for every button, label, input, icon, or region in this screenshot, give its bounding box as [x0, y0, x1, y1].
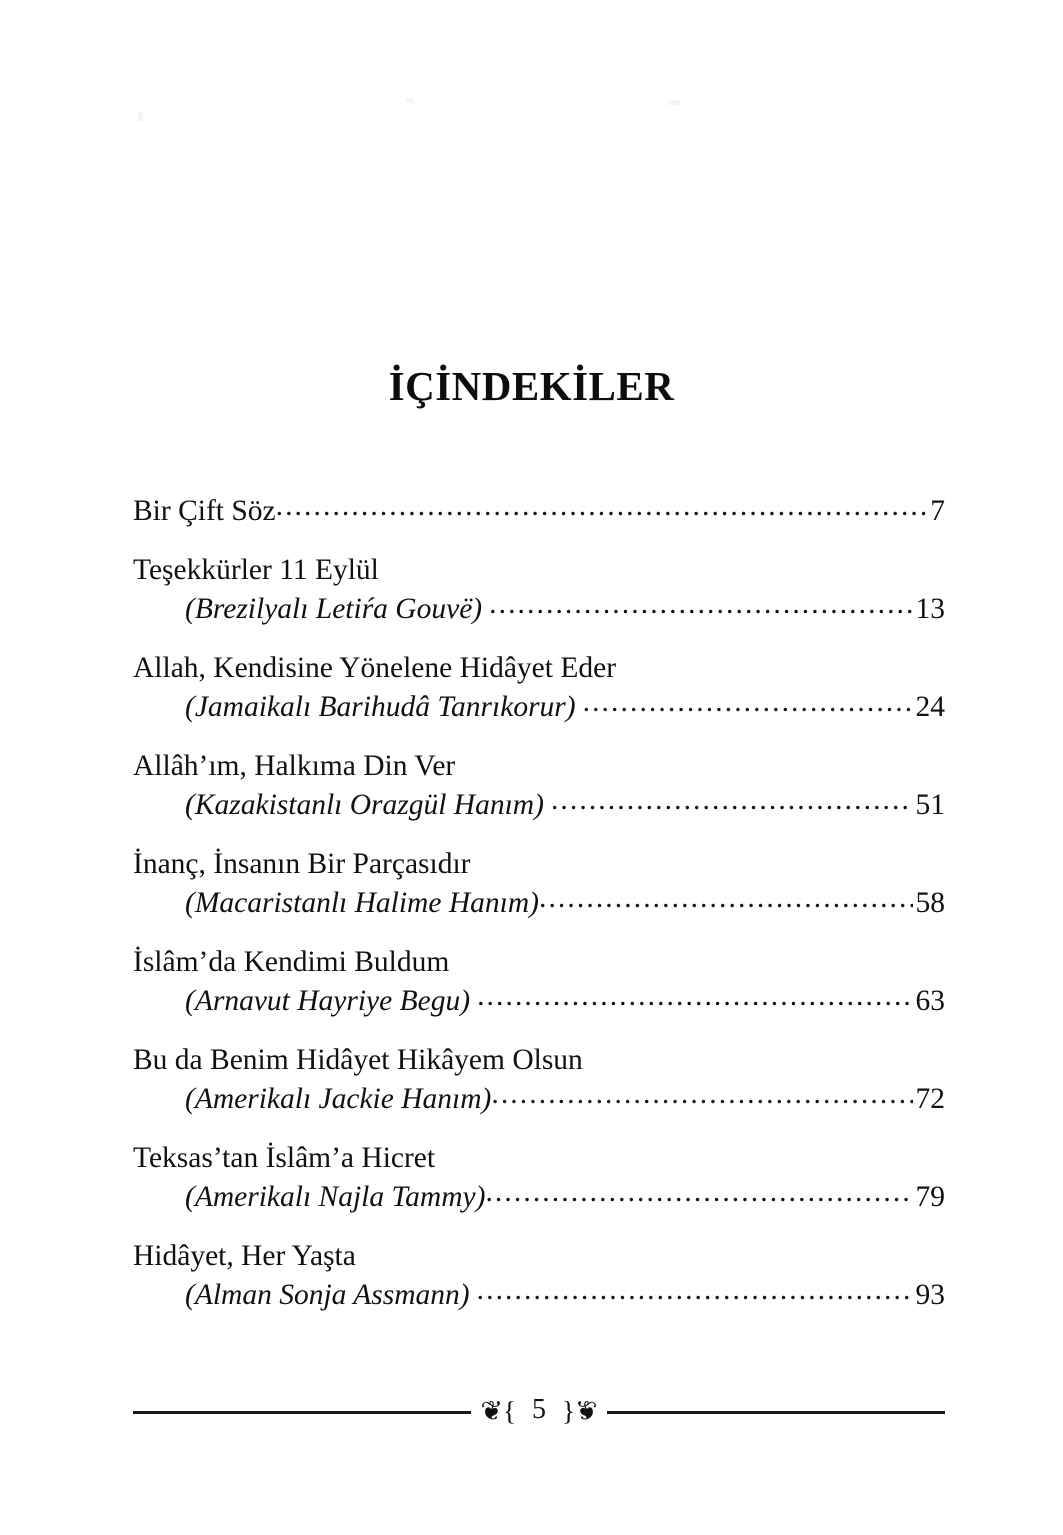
toc-page-number: 13	[915, 593, 945, 626]
toc-entry[interactable]	[133, 551, 945, 630]
toc-entry-title: Allâh’ım, Halkıma Din Ver	[133, 749, 456, 782]
toc-page-number: 63	[915, 985, 945, 1018]
dot-leader	[583, 688, 913, 716]
dot-leader	[491, 1080, 912, 1108]
toc-entry-list	[133, 492, 945, 1316]
toc-entry[interactable]	[133, 492, 945, 532]
toc-entry[interactable]	[133, 1041, 945, 1120]
toc-entry[interactable]	[133, 1237, 945, 1316]
toc-page-number: 58	[915, 887, 945, 920]
toc-entry-title: İnanç, İnsanın Bir Parçasıdır	[133, 847, 471, 880]
dot-leader	[477, 982, 912, 1010]
toc-entry-title: Hidâyet, Her Yaşta	[133, 1239, 356, 1272]
toc-page-number: 93	[915, 1279, 945, 1312]
toc-entry-title: İslâm’da Kendimi Buldum	[133, 945, 450, 978]
toc-entry[interactable]	[133, 943, 945, 1022]
toc-page-number: 24	[915, 691, 945, 724]
toc-entry-line	[133, 1178, 945, 1218]
dot-leader	[539, 884, 913, 912]
page-title: İÇİNDEKİLER	[388, 363, 675, 409]
toc-entry-subtitle: (Amerikalı Najla Tammy)	[185, 1181, 486, 1214]
dot-leader	[489, 590, 912, 618]
footer-rule-right	[607, 1411, 945, 1414]
toc-entry-line	[133, 1276, 945, 1316]
toc-entry-subtitle: (Alman Sonja Assmann)	[185, 1279, 470, 1312]
toc-entry[interactable]	[133, 649, 945, 728]
toc-entry-line	[133, 492, 945, 532]
scan-artifact	[406, 98, 414, 103]
toc-entry-subtitle: (Macaristanlı Halime Hanım)	[185, 887, 539, 920]
toc-entry-subtitle: (Amerikalı Jackie Hanım)	[185, 1083, 492, 1116]
toc-entry-line	[133, 688, 945, 728]
toc-entry-title: Teksas’tan İslâm’a Hicret	[133, 1141, 436, 1174]
ornament-fleuron-left-icon: ❦{	[480, 1395, 516, 1426]
footer-center	[471, 1396, 606, 1424]
toc-entry-line	[133, 884, 945, 924]
footer-page-number: 5	[532, 1394, 546, 1425]
toc-entry[interactable]	[133, 1139, 945, 1218]
toc-entry-line	[133, 590, 945, 630]
toc-entry-line	[133, 1080, 945, 1120]
toc-entry-line	[133, 982, 945, 1022]
dot-leader	[276, 492, 928, 520]
footer-rule-left	[133, 1411, 471, 1414]
scan-artifact	[668, 100, 680, 105]
toc-entry-line	[133, 786, 945, 826]
toc-entry-subtitle: (Brezilyalı Letiŕa Gouvë)	[185, 593, 483, 626]
scan-artifact	[138, 112, 143, 121]
ornament-fleuron-right-icon: ❦{	[562, 1395, 598, 1426]
dot-leader	[485, 1178, 912, 1206]
toc-entry-title: Bu da Benim Hidâyet Hikâyem Olsun	[133, 1043, 583, 1076]
toc-page-number: 51	[915, 789, 945, 822]
toc-entry-title: Teşekkürler 11 Eylül	[133, 553, 379, 586]
toc-page-number: 72	[915, 1083, 945, 1116]
toc-entry-subtitle: (Jamaikalı Barihudâ Tanrıkorur)	[185, 691, 576, 724]
toc-entry-subtitle: (Arnavut Hayriye Begu)	[185, 985, 471, 1018]
dot-leader	[477, 1276, 913, 1304]
toc-entry[interactable]	[133, 747, 945, 826]
toc-entry[interactable]	[133, 845, 945, 924]
toc-entry-title: Bir Çift Söz	[133, 495, 276, 528]
toc-page-number: 7	[930, 495, 945, 528]
toc-entry-subtitle: (Kazakistanlı Orazgül Hanım)	[185, 789, 544, 822]
page-footer	[133, 1394, 945, 1426]
dot-leader	[551, 786, 913, 814]
toc-entry-title: Allah, Kendisine Yönelene Hidâyet Eder	[133, 651, 617, 684]
toc-page-number: 79	[915, 1181, 945, 1214]
